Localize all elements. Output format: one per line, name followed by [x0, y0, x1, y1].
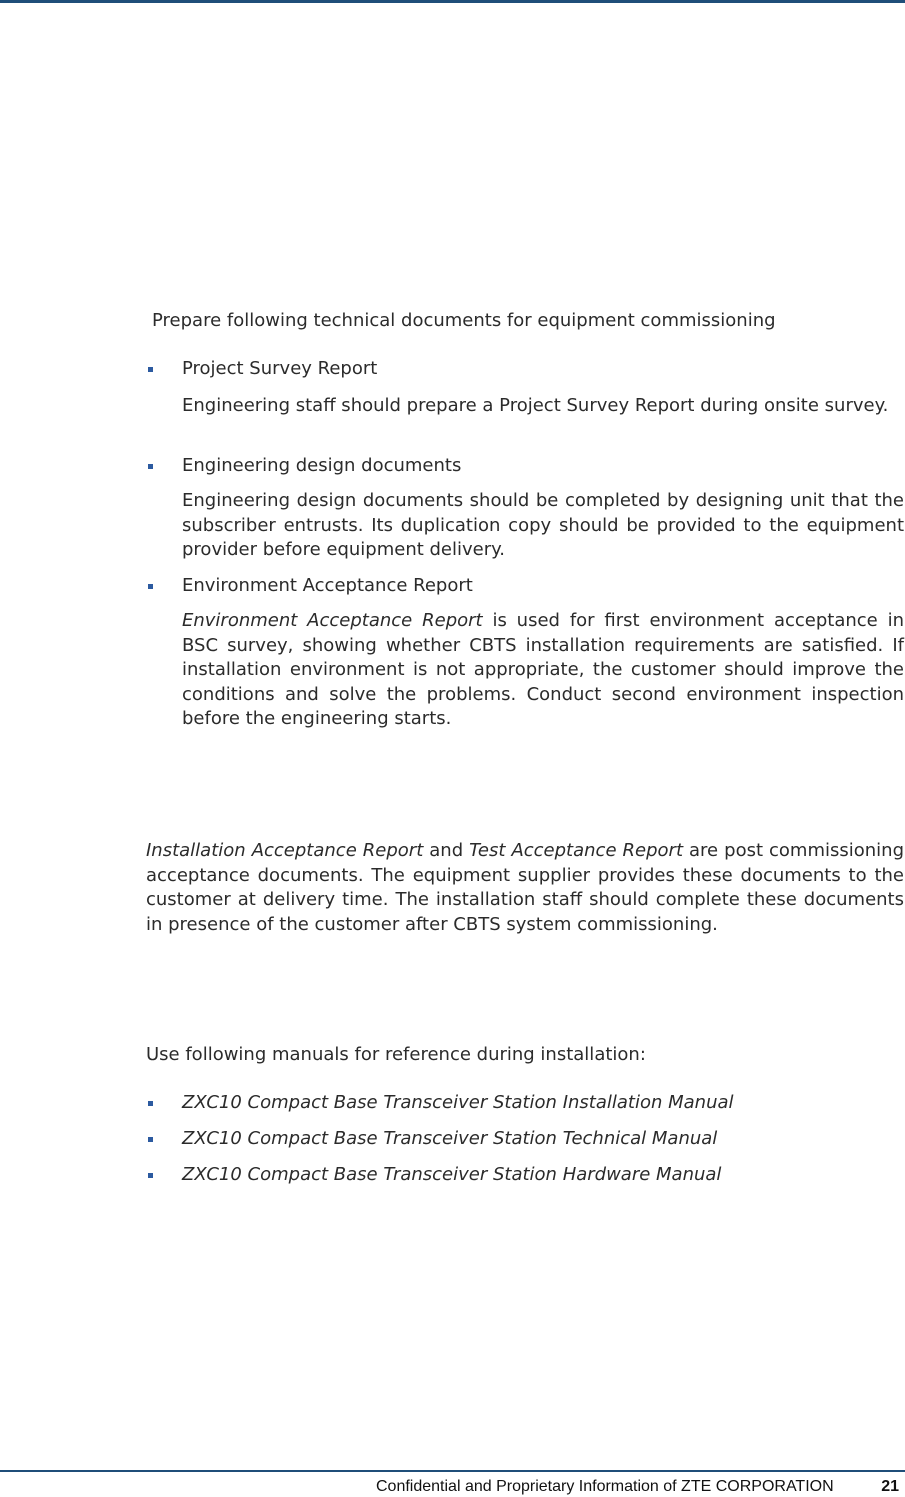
doc-body-engineering-design: Engineering design documents should be completed by designing unit that the subscriber entrusts. Its duplication copy should be provided to the equipment provider before equipment delivery.	[182, 490, 904, 560]
doc-title-project-survey: Project Survey Report	[182, 358, 378, 379]
bullet-icon	[148, 1137, 153, 1142]
test-acceptance-report: Test Acceptance Report	[469, 840, 684, 861]
page-number: 21	[881, 1478, 899, 1495]
top-rule	[0, 0, 905, 3]
intro-heading: Prepare following technical documents for equipment commissioning	[152, 310, 776, 331]
bullet-icon	[148, 464, 153, 469]
manual-item: ZXC10 Compact Base Transceiver Station Hardware Manual	[182, 1164, 722, 1185]
doc-title-environment-acceptance: Environment Acceptance Report	[182, 575, 473, 596]
doc-body-project-survey: Engineering staff should prepare a Project Survey Report during onsite survey.	[182, 395, 889, 416]
acceptance-paragraph	[146, 839, 904, 937]
manuals-heading: Use following manuals for reference during installation:	[146, 1044, 646, 1065]
bullet-icon	[148, 1101, 153, 1106]
acceptance-and: and	[423, 840, 470, 861]
bullet-icon	[148, 367, 153, 372]
doc-body-environment-acceptance	[182, 609, 904, 732]
bullet-icon	[148, 1173, 153, 1178]
doc-body-italic-title: Environment Acceptance Report	[182, 610, 483, 631]
footer-rule	[0, 1470, 905, 1472]
manual-item: ZXC10 Compact Base Transceiver Station Technical Manual	[182, 1128, 718, 1149]
acceptance-text: are post commissioning acceptance documents. The equipment supplier provides these documents to the customer at delivery time. The installation staff should complete these documents in presence of the customer after CBTS system commissioning.	[146, 840, 905, 935]
manual-item: ZXC10 Compact Base Transceiver Station Installation Manual	[182, 1092, 734, 1113]
installation-acceptance-report: Installation Acceptance Report	[146, 840, 424, 861]
doc-title-engineering-design: Engineering design documents	[182, 455, 462, 476]
footer-confidential: Confidential and Proprietary Information of ZTE CORPORATION	[376, 1478, 834, 1495]
bullet-icon	[148, 584, 153, 589]
doc-body-text: is used for first environment acceptance in BSC survey, showing whether CBTS installation requirements are satisfied. If installation environment is not appropriate, the customer should improve the conditions and solve the problems. Conduct second environment inspection before the engineering starts.	[182, 610, 904, 729]
